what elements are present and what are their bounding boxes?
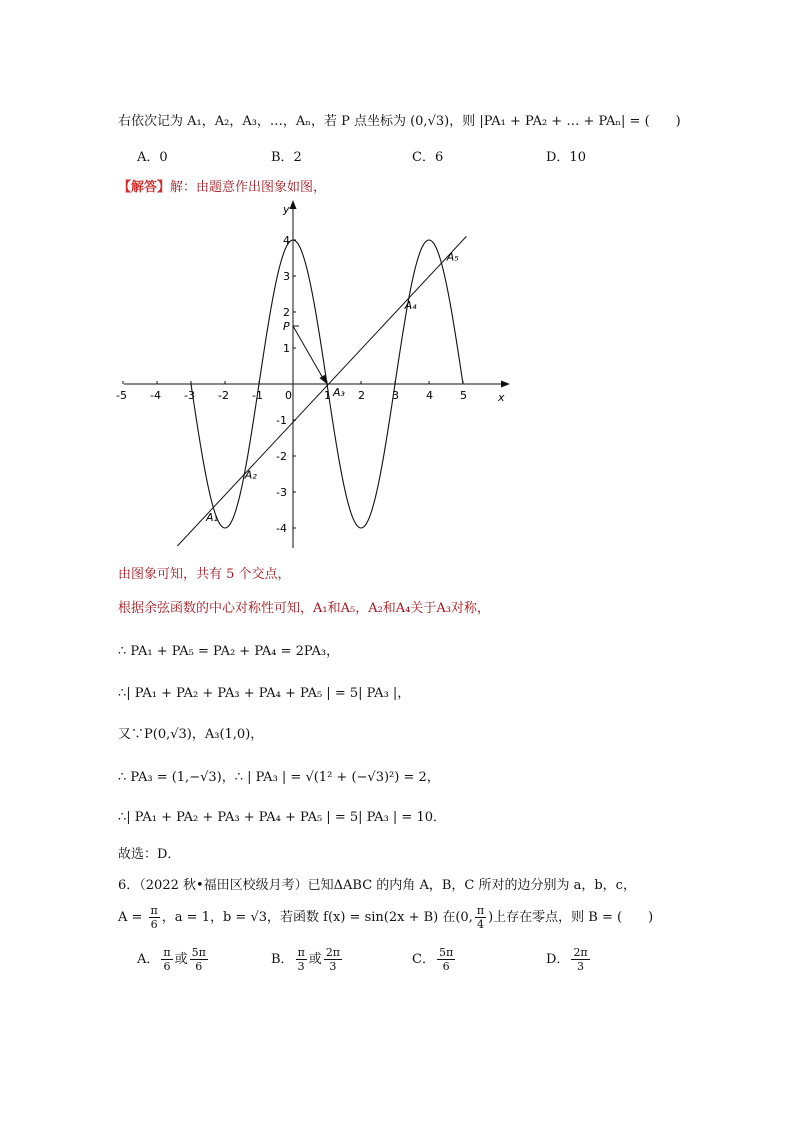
q6-option-d-label: D． [546,952,570,967]
q6-option-a-d1: 6 [163,960,171,973]
point-a3-label: A₃ [333,386,345,399]
x-tick-label: -3 [184,389,195,402]
solution-intro: 解：由题意作出图象如图， [170,180,327,195]
q5-option-b: B．2 [271,150,302,165]
q6-option-b-n1: π [297,946,305,959]
q6-stem-line-1: 6．（2022 秋•福田区校级月考）已知ΔABC 的内角 A，B，C 所对的边分别为 a，b，c， [118,878,636,893]
q6-frac-a-den: 6 [150,918,158,931]
x-axis-label: x [498,391,505,404]
x-tick-label: -1 [252,389,263,402]
x-tick-label: -5 [116,389,127,402]
q6-option-b-label: B． [271,952,294,967]
solution-intro-line [118,176,326,195]
q6-frac-int-num: π [476,904,485,917]
y-tick-label: 1 [283,342,290,355]
q5-option-a: A．0 [137,150,168,165]
q6-option-b-d1: 3 [297,960,305,973]
q6-option-b-n2: 2π [325,946,341,959]
point-a4-label: A₄ [404,298,417,312]
x-tick-label: 3 [392,389,399,402]
point-a2-label: A₂ [244,468,257,482]
q6-frac-a-num: π [150,904,158,917]
solution-line-5: 又∵P(0,√3)，A₃(1,0)， [118,727,264,742]
x-tick-label: 4 [426,389,433,402]
q6-option-d-d1: 3 [577,960,585,973]
solution-tag: 【解答】 [118,180,171,195]
y-tick-label: 4 [283,234,290,247]
solution-answer: 故选：D． [118,847,181,862]
y-axis-label: y [283,203,290,216]
q6-stem-part-c: )上存在零点，则 B = ( ) [488,910,654,925]
solution-line-1: 由图象可知，共有 5 个交点， [118,567,291,582]
q6-option-d [546,946,592,973]
y-axis-arrow [290,200,297,209]
solution-line-2: 根据余弦函数的中心对称性可知，A₁和A₅，A₂和A₄关于A₃对称， [118,601,490,616]
q6-option-c [412,946,457,973]
y-tick-label: -1 [276,414,287,427]
q6-option-c-n1: 5π [438,946,454,959]
point-p-label: P [283,320,290,334]
y-tick-label: 2 [283,306,290,319]
point-a1-label: A₁ [206,511,218,525]
q6-stem-line-2 [118,904,653,931]
q6-stem-part-b: ，a = 1，b = √3，若函数 f(x) = sin(2x + B) 在(0, [161,910,473,925]
q5-option-d: D．10 [546,150,586,165]
q6-option-b-d2: 3 [329,960,337,973]
q5-stem: 右依次记为 A₁，A₂，A₃，…，Aₙ，若 P 点坐标为 (0,√3)，则 |PA₁ + PA₂ + … + PAₙ| = ( ) [118,114,681,129]
q6-option-b [271,946,344,973]
q5-option-c: C．6 [412,150,444,165]
point-a5-label: A₅ [446,250,459,264]
q6-option-a-label: A． [137,952,160,967]
q6-option-a [137,946,210,973]
q6-frac-a [149,904,160,931]
q6-option-c-d1: 6 [442,960,450,973]
y-tick-label: -2 [276,450,287,463]
x-tick-label: 5 [460,389,467,402]
q6-option-b-or: 或 [308,952,322,967]
q6-option-d-frac [571,946,589,973]
y-tick-label: 3 [283,270,290,283]
q6-option-d-n1: 2π [573,946,588,959]
q6-option-c-label: C． [412,952,435,967]
x-tick-label: 2 [358,389,365,402]
y-tick-label: -4 [276,522,287,535]
solution-line-7: ∴| PA₁ + PA₂ + PA₃ + PA₄ + PA₅ | = 5| PA₃ | = 10． [118,810,446,825]
q6-option-a-n1: π [163,946,171,959]
x-tick-label: -4 [150,389,161,402]
solution-line-6: ∴ PA₃ = (1,−√3)，∴ | PA₃ | = √(1² + (−√3)²) = 2， [118,770,440,785]
x-axis-arrow [501,381,510,388]
x-tick-label: -2 [218,389,229,402]
q6-option-a-frac2 [190,946,208,973]
q6-stem-part-a: A = [118,910,147,925]
q6-option-a-frac1 [161,946,172,973]
function-graph [118,198,518,553]
q6-frac-int-den: 4 [476,918,484,931]
q6-option-a-d2: 6 [195,960,203,973]
solution-line-3: ∴ PA₁ + PA₅ = PA₂ + PA₄ = 2PA₃， [118,644,340,659]
x-tick-label: 0 [285,389,292,402]
q6-frac-interval [475,904,486,931]
solution-line-4: ∴| PA₁ + PA₂ + PA₃ + PA₄ + PA₅ | = 5| PA₃ |， [118,686,411,701]
q6-option-b-frac2 [324,946,342,973]
x-tick-label: 1 [324,389,331,402]
y-tick-label: -3 [276,486,287,499]
q6-option-a-or: 或 [174,952,188,967]
q6-option-a-n2: 5π [191,946,206,959]
q6-option-c-frac [437,946,455,973]
q6-option-b-frac1 [296,946,307,973]
